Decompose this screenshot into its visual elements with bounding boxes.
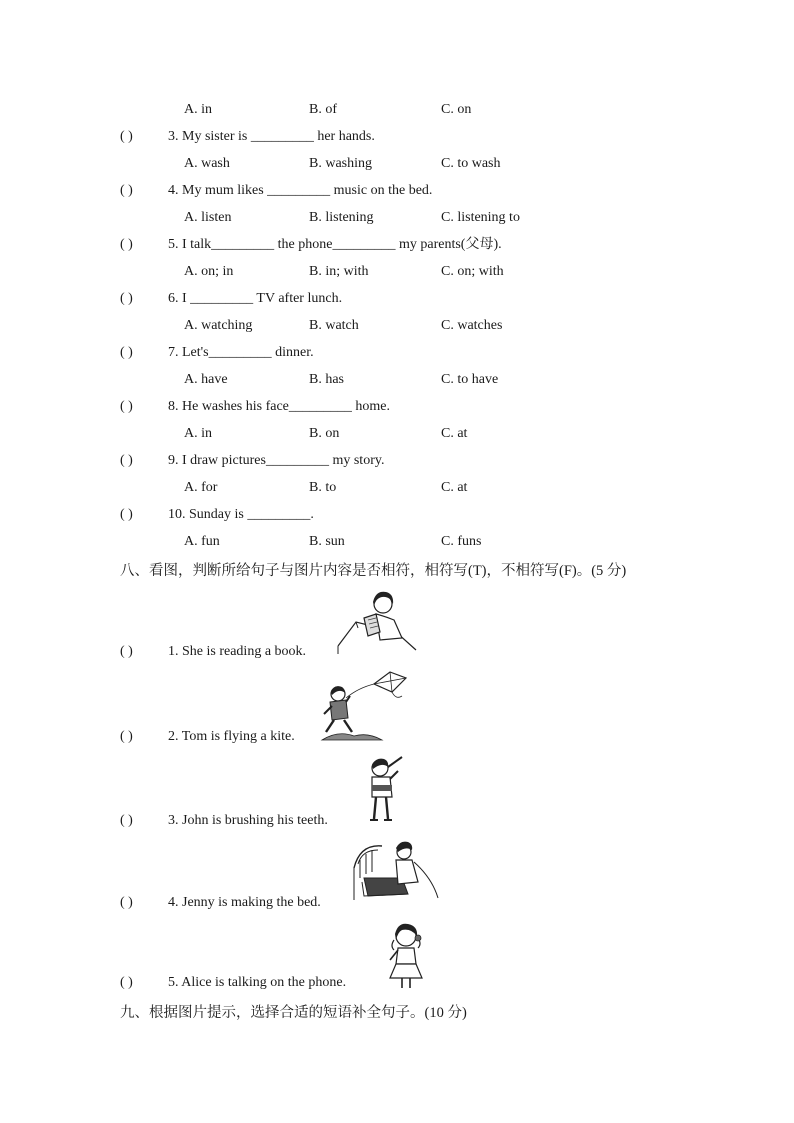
girl-on-phone-picture [384,920,430,992]
q7-option-c: C. to have [441,372,499,387]
q8-option-b: B. on [309,426,340,441]
q8-option-c: C. at [441,426,468,441]
s8-item-4-paren[interactable]: ( ) [120,895,133,910]
q6-option-a: A. watching [184,318,253,333]
s8-item-5-paren[interactable]: ( ) [120,975,133,990]
q7-option-b: B. has [309,372,344,387]
q5-option-c: C. on; with [441,264,504,279]
q9-option-c: C. at [441,480,468,495]
q4-option-a: A. listen [184,210,232,225]
boy-flying-kite-picture [318,670,410,746]
q8-answer-paren[interactable]: ( ) [120,399,133,414]
q4-option-b: B. listening [309,210,374,225]
top-option-b: B. of [309,102,337,117]
girl-making-bed-picture [352,838,440,904]
s8-item-3-text: 3. John is brushing his teeth. [168,813,328,828]
q6-answer-paren[interactable]: ( ) [120,291,133,306]
q9-option-a: A. for [184,480,218,495]
q10-option-c: C. funs [441,534,482,549]
s8-item-2-paren[interactable]: ( ) [120,729,133,744]
q3-option-a: A. wash [184,156,230,171]
q3-answer-paren[interactable]: ( ) [120,129,133,144]
q5-answer-paren[interactable]: ( ) [120,237,133,252]
q6-option-c: C. watches [441,318,503,333]
section8-heading: 八、看图，判断所给句子与图片内容是否相符，相符写(T)，不相符写(F)。(5 分) [120,563,627,579]
q9-stem: 9. I draw pictures_________ my story. [168,453,385,468]
s8-item-3-paren[interactable]: ( ) [120,813,133,828]
q10-answer-paren[interactable]: ( ) [120,507,133,522]
q8-option-a: A. in [184,426,212,441]
q10-stem: 10. Sunday is _________. [168,507,314,522]
q5-stem: 5. I talk_________ the phone_________ my parents(父母). [168,237,502,252]
q10-option-a: A. fun [184,534,220,549]
q8-stem: 8. He washes his face_________ home. [168,399,391,414]
q3-option-b: B. washing [309,156,372,171]
q4-stem: 4. My mum likes _________ music on the bed. [168,183,433,198]
section9-heading: 九、根据图片提示，选择合适的短语补全句子。(10 分) [120,1005,467,1021]
q6-stem: 6. I _________ TV after lunch. [168,291,343,306]
q6-option-b: B. watch [309,318,359,333]
s8-item-1-text: 1. She is reading a book. [168,644,307,659]
q9-option-b: B. to [309,480,337,495]
q9-answer-paren[interactable]: ( ) [120,453,133,468]
q7-option-a: A. have [184,372,228,387]
boy-brushing-teeth-picture [360,755,410,825]
top-option-a: A. in [184,102,212,117]
q3-stem: 3. My sister is _________ her hands. [168,129,375,144]
q10-option-b: B. sun [309,534,345,549]
girl-reading-picture [336,588,418,656]
q5-option-b: B. in; with [309,264,369,279]
q3-option-c: C. to wash [441,156,501,171]
q7-answer-paren[interactable]: ( ) [120,345,133,360]
q7-stem: 7. Let's_________ dinner. [168,345,314,360]
s8-item-1-paren[interactable]: ( ) [120,644,133,659]
top-option-c: C. on [441,102,472,117]
s8-item-2-text: 2. Tom is flying a kite. [168,729,295,744]
q5-option-a: A. on; in [184,264,234,279]
s8-item-4-text: 4. Jenny is making the bed. [168,895,321,910]
s8-item-5-text: 5. Alice is talking on the phone. [168,975,347,990]
q4-answer-paren[interactable]: ( ) [120,183,133,198]
q4-option-c: C. listening to [441,210,520,225]
